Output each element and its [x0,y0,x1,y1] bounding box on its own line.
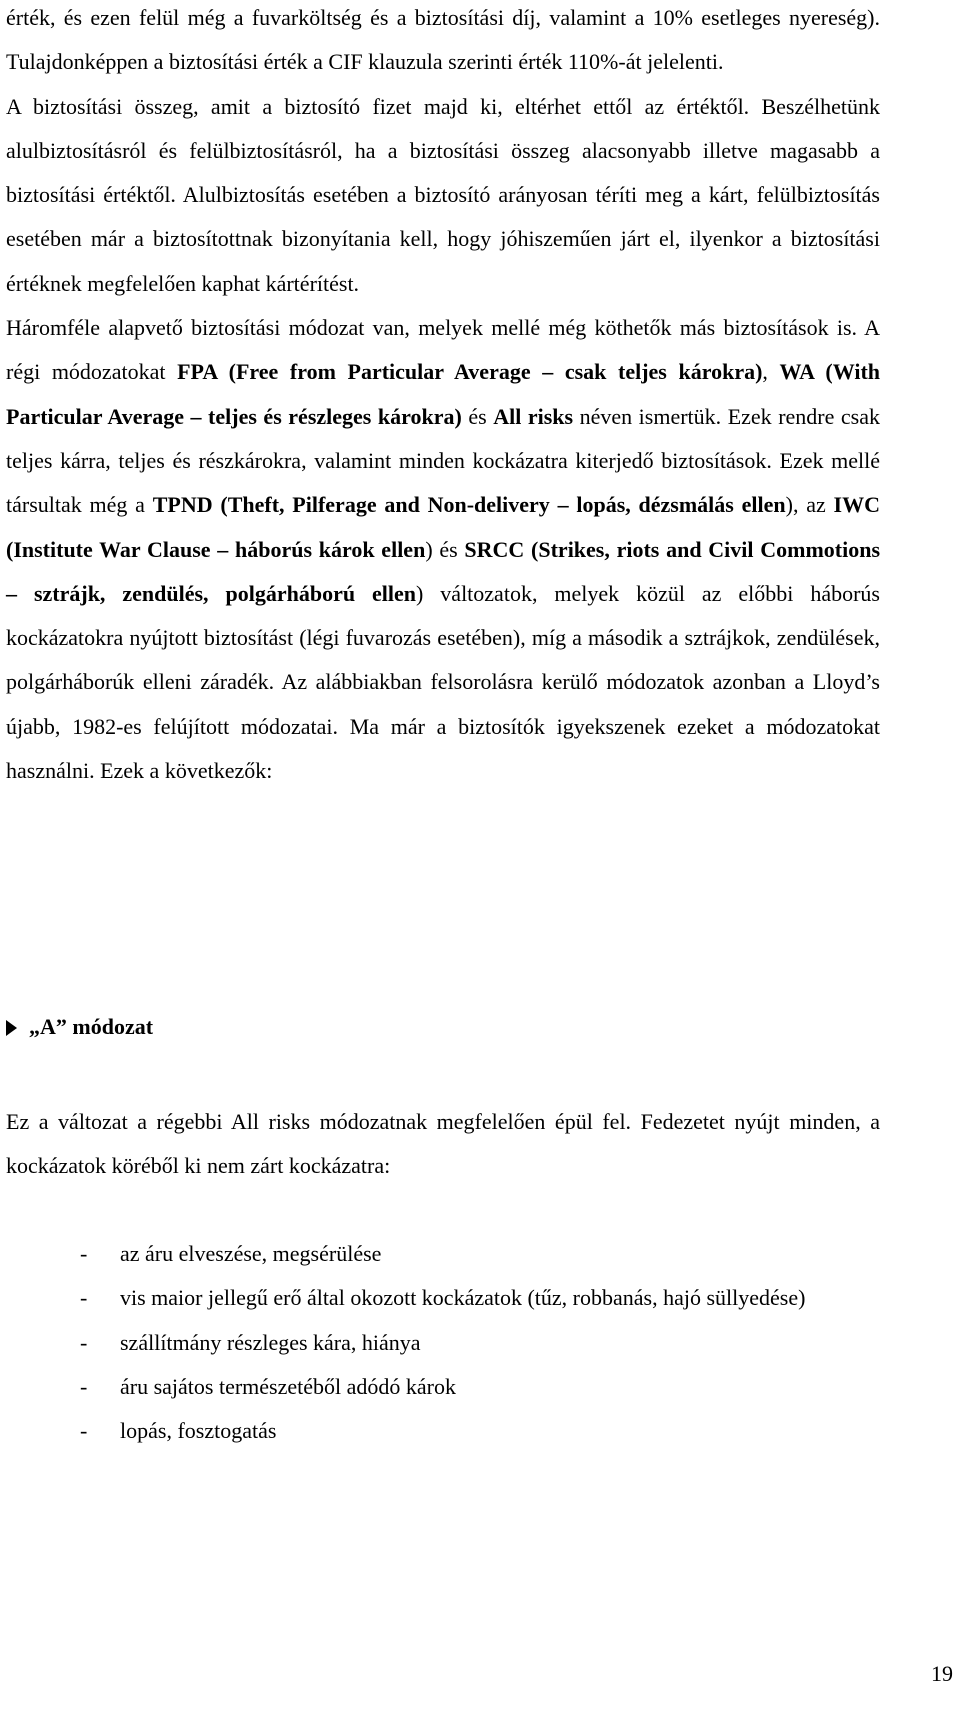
text-run: ) változatok, melyek közül az előbbi háborús kockázatokra nyújtott biztosítást (légi fuvarozás esetében), míg a második a sztrájkok, zendülések, polgárháborúk elleni záradék. Az alábbiakban felsorolásra kerülő módozatok azonban a Lloyd’s újabb, 1982-es felújított módozatai. Ma már a biztosítók igyekszenek ezeket a módozatokat használni. Ezek a következők: [6,580,880,784]
paragraph [6,0,880,85]
text-run: és [461,403,494,429]
list-dash: - [80,1418,88,1444]
page-number: 19 [931,1661,953,1686]
list-item-text: lopás, fosztogatás [120,1418,277,1444]
text-run: , [762,359,780,385]
bold-term: TPND (Theft, Pilferage and Non-delivery – lopás, dézsmálás ellen [152,492,786,518]
list-item [80,1276,880,1320]
text-run: néven ismertük. Ezek rendre csak teljes kárra, teljes és részkárokra, valamint minden kockázatra kiterjedő biztosítások. Ezek mellé társultak még a [6,403,881,518]
triangle-bullet-icon [6,1020,17,1036]
paragraph [6,306,880,793]
text-run: A biztosítási összeg, amit a biztosító fizet majd ki, eltérhet ettől az értéktől. Beszélhetünk alulbiztosításról és felülbiztosításról, ha a biztosítási összeg alacsonyabb illetve magasabb a biztosítási értéktől. Alulbiztosítás esetében a biztosító arányosan téríti meg a kárt, felülbiztosítás esetében már a biztosítottnak bizonyítania kell, hogy jóhiszeműen járt el, ilyenkor a biztosítási értéknek megfelelően kaphat kártérítést. [6,93,880,296]
text-run: Háromféle alapvető biztosítási módozat van, melyek mellé még köthetők más biztosítások is. A régi módozatokat [6,315,880,385]
list-item [80,1232,880,1276]
list-item [80,1409,880,1453]
list-dash: - [80,1241,88,1266]
bold-term: SRCC (Strikes, riots and Civil Commotions – sztrájk, zendülés, polgárháború ellen [6,536,881,606]
bold-term: WA (With Particular Average – teljes és részleges károkra) [6,359,881,429]
list-dash: - [80,1329,88,1355]
bold-term: IWC (Institute War Clause – háborús károk ellen [6,492,880,562]
list-item-text: az áru elveszése, megsérülése [120,1241,382,1266]
list-dash: - [80,1285,88,1311]
coverage-list [80,1232,880,1453]
text-run: érték, és ezen felül még a fuvarköltség és a biztosítási díj, valamint a 10% esetleges nyereség). Tulajdonképpen a biztosítási érték a CIF klauzula szerinti érték 110%-át jelelenti. [6,5,880,75]
list-item [80,1321,880,1365]
paragraph [6,85,880,306]
intro-paragraph: Ez a változat a régebbi All risks módozatnak megfelelően épül fel. Fedezetet nyújt minden, a kockázatok köréből ki nem zárt kockázatra: [6,1109,880,1179]
list-item-text: vis maior jellegű erő által okozott kockázatok (tűz, robbanás, hajó süllyedése) [120,1285,806,1311]
text-run: ), az [785,492,834,518]
list-dash: - [80,1373,88,1399]
bold-term: FPA (Free from Particular Average – csak teljes károkra) [177,359,763,385]
section-heading [6,1014,153,1040]
text-run: ) és [425,536,465,562]
document-body [6,0,880,793]
list-item-text: szállítmány részleges kára, hiánya [120,1329,421,1355]
bold-term: All risks [493,403,574,429]
list-item [80,1365,880,1409]
section-heading-text: „A” módozat [29,1014,154,1039]
list-item-text: áru sajátos természetéből adódó károk [120,1373,456,1399]
